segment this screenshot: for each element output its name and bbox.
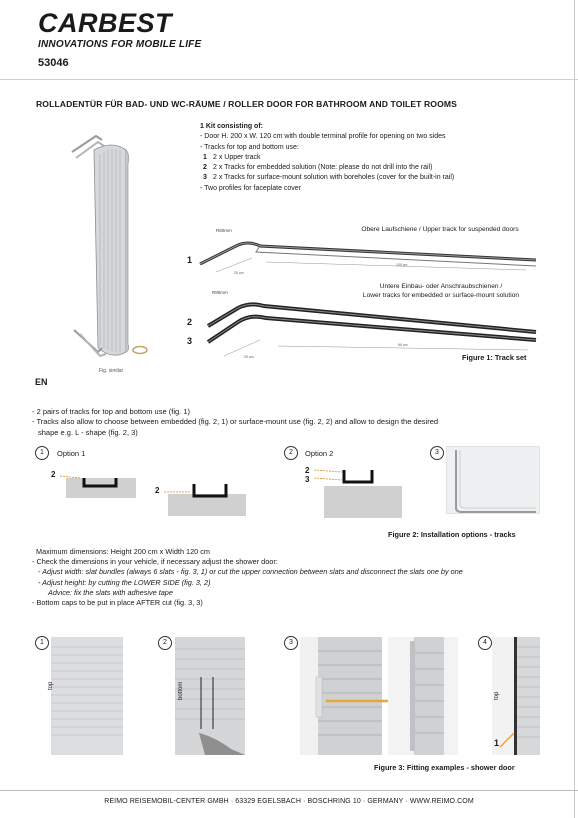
language-label: EN [35, 377, 48, 387]
dimension-label: 90 cm [398, 343, 408, 347]
fitting-badge-1: 1 [35, 636, 49, 650]
option-2-marker: 3 [305, 475, 310, 484]
instruction-line: Maximum dimensions: Height 200 cm x Width 120 cm [36, 547, 210, 556]
option-1-drawing [50, 464, 250, 520]
lower-track-label-line: Untere Einbau- oder Anschraubschienen / [379, 283, 503, 290]
figure-2-caption: Figure 2: Installation options - tracks [388, 530, 516, 539]
kit-item [200, 153, 540, 163]
option-badge-1: 1 [35, 446, 49, 460]
page-edge [574, 0, 575, 818]
dimension-label: 100 cm [396, 263, 408, 267]
tracks-text-line: shape e.g. L - shape (fig. 2, 3) [38, 427, 138, 437]
track-number-1: 1 [187, 255, 193, 265]
kit-item-text: 2 x Tracks for embedded solution (Note: please do not drill into the rail) [213, 164, 433, 172]
fitting-top-label: top [494, 691, 500, 700]
option-1-marker: 2 [155, 486, 160, 495]
brand-logo: CARBEST [38, 8, 173, 38]
fitting-badge-4: 4 [478, 636, 492, 650]
footer: REIMO REISEMOBIL-CENTER GMBH · 63329 EGELSBACH · BOSCHRING 10 · GERMANY · WWW.REIMO.COM [104, 798, 474, 805]
lower-tracks-drawing [198, 286, 544, 360]
option-badge-3: 3 [430, 446, 444, 460]
kit-item [200, 163, 540, 173]
option-2-drawing [300, 464, 410, 520]
lower-track-label-line: Lower tracks for embedded or surface-mount solution [362, 291, 520, 299]
option-3-photo [446, 446, 540, 514]
kit-item-text: 2 x Upper track [213, 153, 261, 161]
instructions [32, 547, 463, 608]
fitting-badge-2: 2 [158, 636, 172, 650]
radius-label: R80mm [216, 228, 232, 233]
fitting-photo-1-image [51, 637, 123, 755]
kit-item-number: 3 [203, 174, 207, 182]
fitting-badge-3: 3 [284, 636, 298, 650]
radius-label: R80mm [212, 290, 228, 295]
fitting-photo-3b [388, 637, 458, 755]
instruction-line: - Adjust width: slat bundles (always 6 slats - fig. 3, 1) or cut the upper connection between slats and disconnect the slats one by one [38, 567, 463, 577]
brand-tagline: INNOVATIONS FOR MOBILE LIFE [38, 39, 202, 50]
instruction-advice: Advice: fix the slats with adhesive tape [48, 587, 173, 597]
kit-item-number: 2 [203, 164, 207, 172]
kit-line: - Two profiles for faceplate cover [200, 184, 302, 192]
option-2-label: Option 2 [305, 449, 334, 458]
dimension-label: 20 cm [234, 271, 244, 275]
kit-item-number: 1 [203, 153, 207, 161]
option-2-marker: 2 [305, 466, 310, 475]
kit-line: - Door H. 200 x W. 120 cm with double terminal profile for opening on two sides [200, 133, 446, 141]
fitting-photo-3b-image [388, 637, 458, 755]
tracks-text-line: - 2 pairs of tracks for top and bottom use (fig. 1) [32, 407, 190, 416]
option-badge-2: 2 [284, 446, 298, 460]
dimension-label: 20 cm [244, 355, 254, 359]
fitting-photo-2 [175, 637, 245, 755]
fitting-bottom-label: bottom [178, 681, 184, 700]
tracks-text [32, 407, 438, 438]
instruction-line: - Check the dimensions in your vehicle, if necessary adjust the shower door: [32, 557, 278, 567]
kit-heading: 1 Kit consisting of: [200, 123, 263, 130]
fitting-top-label: top [48, 681, 54, 690]
page-title: ROLLADENTÜR FÜR BAD- UND WC-RÄUME / ROLLER DOOR FOR BATHROOM AND TOILET ROOMS [36, 99, 457, 109]
kit-line: - Tracks for top and bottom use: [200, 143, 299, 151]
figure-3-caption: Figure 3: Fitting examples - shower door [374, 763, 515, 772]
kit-item [200, 173, 540, 183]
kit-contents [200, 122, 540, 194]
option-1-marker: 2 [51, 470, 56, 479]
figure-1-caption: Figure 1: Track set [462, 353, 527, 362]
header [0, 0, 578, 80]
footer-divider [0, 790, 578, 791]
track-number-3: 3 [187, 336, 193, 346]
fitting-photo-2-image [175, 637, 245, 755]
upper-track-drawing [196, 226, 542, 276]
kit-item-text: 2 x Tracks for surface-mount solution with boreholes (cover for the built-in rail) [213, 174, 455, 182]
fitting-photo-1 [51, 637, 123, 755]
upper-track-label: Obere Laufschiene / Upper track for suspended doors [361, 226, 519, 233]
tracks-text-line: - Tracks also allow to choose between embedded (fig. 2, 1) or surface-mount use (fig. 2, 2) and allow to design the desired [32, 417, 439, 427]
instruction-line: - Bottom caps to be put in place AFTER cut (fig. 3, 3) [32, 598, 203, 608]
roller-door-illustration [68, 134, 168, 364]
fitting-marker: 1 [494, 738, 500, 748]
instruction-line: - Adjust height: by cutting the LOWER SIDE (fig. 3, 2) [38, 577, 211, 587]
track-number-2: 2 [187, 317, 193, 327]
fig-similar-note: Fig. similar [99, 368, 124, 374]
option-1-label: Option 1 [57, 449, 86, 458]
article-number: 53046 [38, 57, 69, 69]
